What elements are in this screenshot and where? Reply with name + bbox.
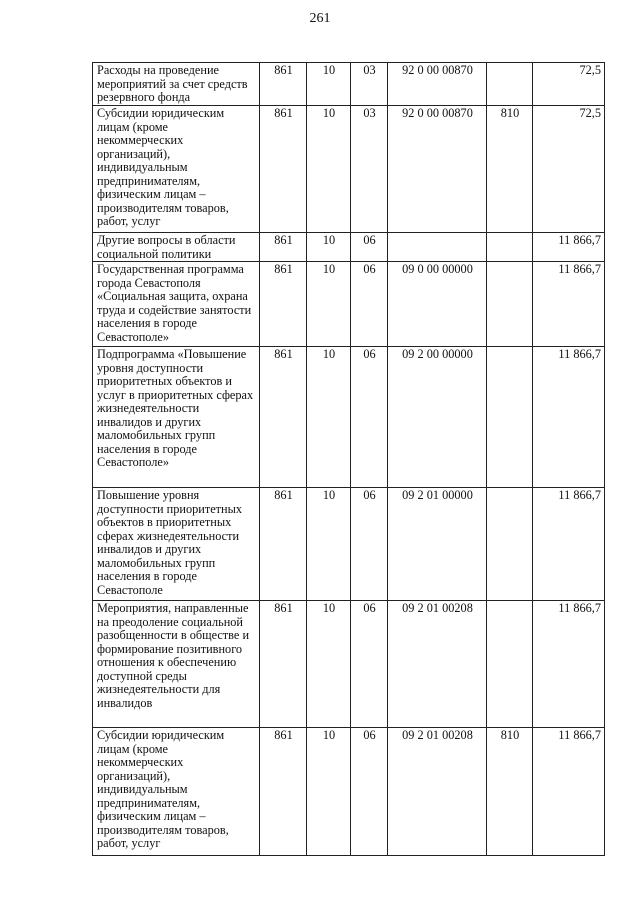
cell-target-code xyxy=(388,233,487,262)
budget-table xyxy=(92,62,605,856)
cell-section: 10 xyxy=(307,262,351,347)
cell-ministry-code: 861 xyxy=(260,63,307,106)
cell-target-code: 09 2 01 00000 xyxy=(388,488,487,601)
cell-section: 10 xyxy=(307,106,351,233)
cell-subsection: 06 xyxy=(351,728,388,856)
cell-section: 10 xyxy=(307,233,351,262)
cell-section: 10 xyxy=(307,488,351,601)
cell-amount: 11 866,7 xyxy=(533,347,605,488)
cell-subsection: 06 xyxy=(351,601,388,728)
table-row xyxy=(93,728,605,856)
cell-amount: 72,5 xyxy=(533,106,605,233)
cell-target-code: 09 2 01 00208 xyxy=(388,728,487,856)
cell-section: 10 xyxy=(307,347,351,488)
cell-name: Подпрограмма «Повышение уровня доступности приоритетных объектов и услуг в приоритетных сферах жизнедеятельности инвалидов и других маломобильных групп населения в городе Севастополе» xyxy=(93,347,260,488)
cell-subsection: 03 xyxy=(351,106,388,233)
cell-amount: 11 866,7 xyxy=(533,262,605,347)
cell-expense-type: 810 xyxy=(487,106,533,233)
cell-name: Государственная программа города Севастополя «Социальная защита, охрана труда и содействие занятости населения в городе Севастополе» xyxy=(93,262,260,347)
cell-amount: 11 866,7 xyxy=(533,728,605,856)
cell-ministry-code: 861 xyxy=(260,233,307,262)
cell-expense-type xyxy=(487,488,533,601)
cell-subsection: 06 xyxy=(351,347,388,488)
cell-section: 10 xyxy=(307,63,351,106)
table-row xyxy=(93,262,605,347)
cell-expense-type xyxy=(487,63,533,106)
page-number: 261 xyxy=(309,11,331,26)
table-row xyxy=(93,63,605,106)
cell-name: Субсидии юридическим лицам (кроме некоммерческих организаций), индивидуальным предпринимателям, физическим лицам – производителям товаров, работ, услуг xyxy=(93,728,260,856)
cell-expense-type xyxy=(487,262,533,347)
cell-name: Повышение уровня доступности приоритетных объектов в приоритетных сферах жизнедеятельности инвалидов и других маломобильных групп населения в городе Севастополе xyxy=(93,488,260,601)
cell-amount: 11 866,7 xyxy=(533,488,605,601)
cell-name: Расходы на проведение мероприятий за счет средств резервного фонда xyxy=(93,63,260,106)
cell-expense-type xyxy=(487,233,533,262)
cell-name: Субсидии юридическим лицам (кроме некоммерческих организаций), индивидуальным предпринимателям, физическим лицам – производителям товаров, работ, услуг xyxy=(93,106,260,233)
cell-amount: 11 866,7 xyxy=(533,601,605,728)
cell-target-code: 92 0 00 00870 xyxy=(388,106,487,233)
table-row xyxy=(93,106,605,233)
cell-ministry-code: 861 xyxy=(260,488,307,601)
table-row xyxy=(93,233,605,262)
table-row xyxy=(93,347,605,488)
table-row xyxy=(93,601,605,728)
cell-name: Мероприятия, направленные на преодоление социальной разобщенности в обществе и формирование позитивного отношения к обеспечению доступной среды жизнедеятельности для инвалидов xyxy=(93,601,260,728)
cell-target-code: 09 2 01 00208 xyxy=(388,601,487,728)
cell-amount: 72,5 xyxy=(533,63,605,106)
cell-ministry-code: 861 xyxy=(260,347,307,488)
cell-ministry-code: 861 xyxy=(260,262,307,347)
cell-ministry-code: 861 xyxy=(260,106,307,233)
cell-subsection: 03 xyxy=(351,63,388,106)
cell-section: 10 xyxy=(307,728,351,856)
table-row xyxy=(93,488,605,601)
cell-amount: 11 866,7 xyxy=(533,233,605,262)
cell-subsection: 06 xyxy=(351,233,388,262)
cell-target-code: 09 0 00 00000 xyxy=(388,262,487,347)
cell-expense-type: 810 xyxy=(487,728,533,856)
cell-ministry-code: 861 xyxy=(260,601,307,728)
cell-subsection: 06 xyxy=(351,262,388,347)
cell-expense-type xyxy=(487,601,533,728)
cell-target-code: 09 2 00 00000 xyxy=(388,347,487,488)
cell-section: 10 xyxy=(307,601,351,728)
cell-expense-type xyxy=(487,347,533,488)
cell-name: Другие вопросы в области социальной политики xyxy=(93,233,260,262)
cell-subsection: 06 xyxy=(351,488,388,601)
cell-target-code: 92 0 00 00870 xyxy=(388,63,487,106)
cell-ministry-code: 861 xyxy=(260,728,307,856)
